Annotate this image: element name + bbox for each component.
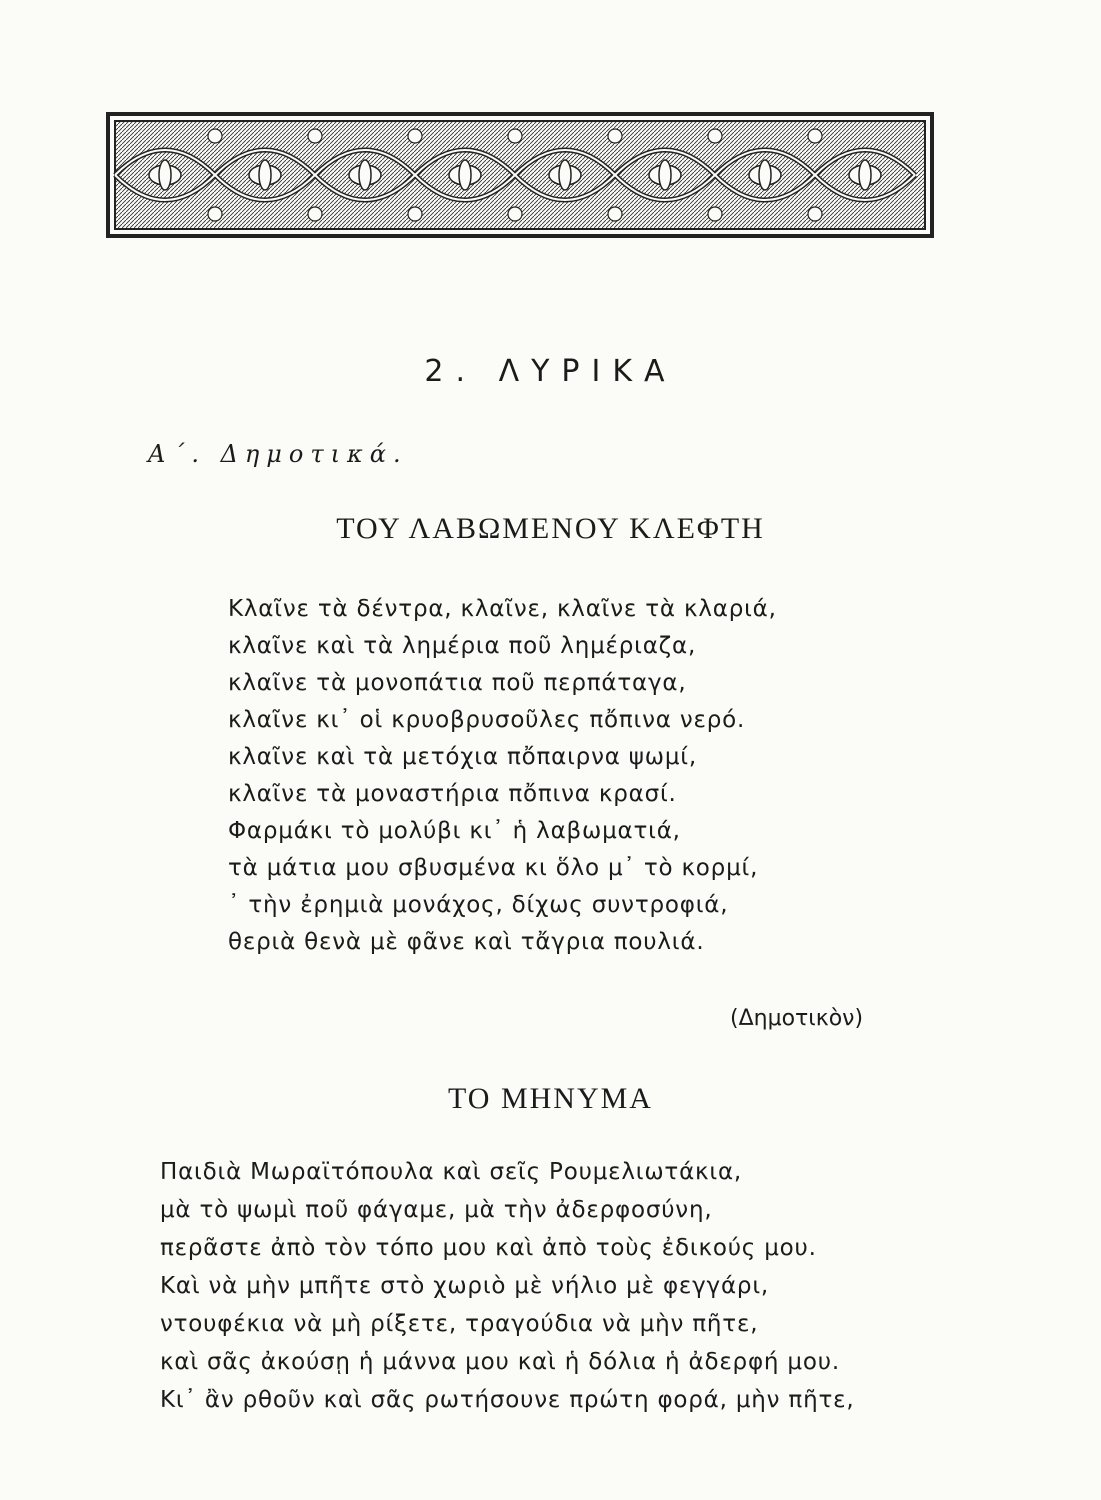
poem-title-klephti: ΤΟΥ ΛΑΒΩΜΕΝΟΥ ΚΛΕΦΤΗ: [336, 512, 765, 545]
verse-line: κλαῖνε καὶ τὰ μετόχια πὄπαιρνα ψωμί,: [228, 744, 697, 770]
poem-message-verses: [160, 1153, 854, 1419]
section-title: 2. ΛΥΡΙΚΑ: [424, 354, 677, 389]
verse-line: Παιδιὰ Μωραϊτόπουλα καὶ σεῖς Ρουμελιωτάκια,: [160, 1159, 743, 1185]
verse-line: τὰ μάτια μου σβυσμένα κι ὅλο μ᾿ τὸ κορμί,: [228, 855, 759, 881]
verse-line: μὰ τὸ ψωμὶ ποῦ φάγαμε, μὰ τὴν ἀδερφοσύνη,: [160, 1197, 713, 1223]
verse-line: κλαῖνε κι᾿ οἱ κρυοβρυσοῦλες πὄπινα νερό.: [228, 707, 746, 733]
verse-line: ᾿ τὴν ἐρημιὰ μονάχος, δίχως συντροφιά,: [228, 892, 729, 918]
verse-line: Κλαῖνε τὰ δέντρα, κλαῖνε, κλαῖνε τὰ κλαριά,: [228, 596, 777, 622]
poem-klephti-verses: [228, 591, 777, 961]
verse-line: ντουφέκια νὰ μὴ ρίξετε, τραγούδια νὰ μὴν πῆτε,: [160, 1311, 759, 1337]
verse-line: κλαῖνε τὰ μοναστήρια πὄπινα κρασί.: [228, 781, 677, 807]
verse-line: καὶ σᾶς ἀκούσῃ ἡ μάννα μου καὶ ἡ δόλια ἡ ἀδερφή μου.: [160, 1349, 840, 1375]
verse-line: περᾶστε ἀπὸ τὸν τόπο μου καὶ ἀπὸ τοὺς ἐδικούς μου.: [160, 1235, 817, 1261]
verse-line: κλαῖνε τὰ μονοπάτια ποῦ περπάταγα,: [228, 670, 687, 696]
verse-line: Φαρμάκι τὸ μολύβι κι᾿ ἡ λαβωματιά,: [228, 818, 681, 844]
verse-line: Κι᾿ ἂν ρθοῦν καὶ σᾶς ρωτήσουνε πρώτη φορά, μὴν πῆτε,: [160, 1387, 855, 1413]
poem-attribution: (Δημοτικὸν): [730, 1006, 864, 1031]
verse-line: θεριὰ θενὰ μὲ φᾶνε καὶ τἄγρια πουλιά.: [228, 929, 705, 955]
subsection-heading: Α΄. Δημοτικά.: [148, 440, 408, 468]
decorative-header-ornament: [106, 112, 934, 238]
verse-line: Καὶ νὰ μὴν μπῆτε στὸ χωριὸ μὲ νήλιο μὲ φεγγάρι,: [160, 1273, 770, 1299]
poem-title-message: ΤΟ ΜΗΝΥΜΑ: [448, 1082, 653, 1115]
verse-line: κλαῖνε καὶ τὰ λημέρια ποῦ λημέριαζα,: [228, 633, 697, 659]
